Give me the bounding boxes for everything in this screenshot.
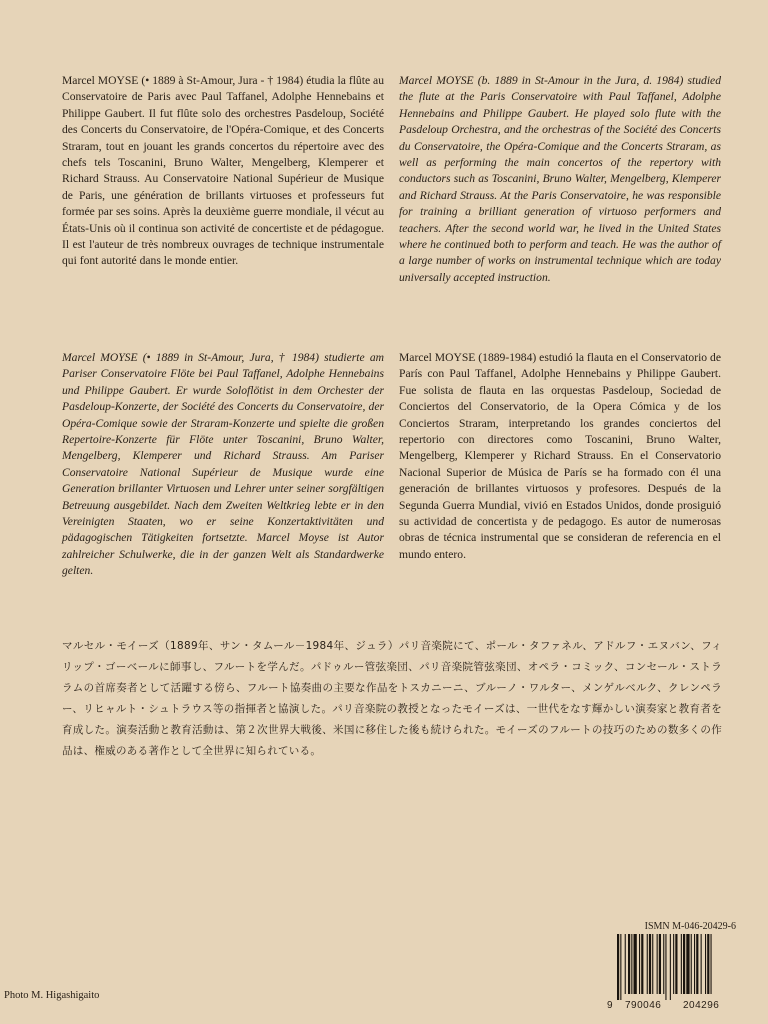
barcode-bar [694,934,695,994]
barcode-bar [659,934,661,994]
barcode-bar [673,934,674,994]
barcode-bar [641,934,643,994]
german-biography: Marcel MOYSE (• 1889 in St-Amour, Jura, † 1984) studierte am Pariser Conservatoire Flöte bei Paul Taffanel, Adolphe Hennebains und Philippe Gaubert. Er wurde Soloflötist in dem Orchester der Pasdeloup-Konzerte, der Société des Concerts du Conservatoire, der Opéra-Comique sowie der Straram-Konzerte und spielte die großen Repertoire-Konzerte für Flöte unter Toscanini, Bruno Walter, Mengelberg, Klemperer und Richard Strauss. Am Pariser Conservatoire National Supérieur de Musique wurde eine Generation brillanter Virtuosen und Lehrer unter seiner sorgfältigen Betreuung ausgebildet. Nach dem Zweiten Weltkrieg lebte er in den Vereinigten Staaten, wo er seine Konzertaktivitäten und pädagogischen Tätigkeiten fortsetzte. Marcel Moyse ist Autor zahlreicher Schulwerke, die in der ganzen Welt als Standardwerke gelten. [62,351,384,578]
barcode-bar [617,934,619,1000]
barcode-bar [670,934,671,1000]
barcode-bar [701,934,702,994]
barcode-right-digits: 204296 [683,1000,720,1011]
barcode-bar [652,934,653,994]
barcode-bar [634,934,637,994]
barcode [607,934,741,1014]
barcode-bar [707,934,709,994]
photo-credit: Photo M. Higashigaito [4,990,100,1001]
barcode-bar [696,934,698,994]
barcode-bar [683,934,685,994]
barcode-bar [649,934,651,994]
french-biography: Marcel MOYSE (• 1889 à St-Amour, Jura - † 1984) étudia la flûte au Conservatoire de Paris avec Paul Taffanel, Adolphe Hennebains et Philippe Gaubert. Il fut flûte solo des orchestres Pasdeloup, Société des Concerts du Conservatoire, de l'Opéra-Comique, et des Concerts Straram, tout en jouant les grands concertos du répertoire avec des chefs tels Toscanini, Bruno Walter, Mengelberg, Klemperer et Richard Strauss. Au Conservatoire National Supérieur de Musique de Paris, une génération de brillants virtuoses et professeurs fut formée par ses soins. Après la deuxième guerre mondiale, il vécut au États-Unis où il continua son activité de concertiste et de pédagogue. Il est l'auteur de très nombreux ouvrages de technique instrumentale qui font autorité dans le monde entier. [62,74,384,268]
barcode-bar [657,934,658,994]
barcode-bar [639,934,640,994]
barcode-bar [620,934,621,1000]
barcode-bar [631,934,632,994]
english-biography: Marcel MOYSE (b. 1889 in St-Amour in the Jura, d. 1984) studied the flute at the Paris Conservatoire with Paul Taffanel, Adolphe Hennebains and Philippe Gaubert. He played solo flute with the Pasdeloup Orchestra, and the orchestras of the Société des Concerts du Conservatoire, the Opéra-Comique and the Concerts Straram, as well as performing the main concertos of the repertory with conductors such as Toscanini, Bruno Walter, Mengelberg, Klemperer and Richard Strauss. At the Paris Conservatoire, he was responsible for training a brilliant generation of virtuoso performers and teachers. After the second world war, he lived in the United States where he continued both to perform and teach. He was the author of a large number of works on instrumental technique which are today universally accepted instruction. [399,74,721,284]
barcode-bar [681,934,682,994]
barcode-bar [686,934,689,994]
barcode-left-digits: 790046 [625,1000,662,1011]
barcode-bar [711,934,712,994]
barcode-bars [611,934,741,1000]
barcode-bar [691,934,692,994]
ismn-code: ISMN M-046-20429-6 [644,921,736,932]
spanish-biography: Marcel MOYSE (1889-1984) estudió la flauta en el Conservatorio de París con Paul Taffanel, Adolphe Hennebains y Philippe Gaubert. Fue solista de flauta en las orquestas Pasdeloup, Sociedad de Conciertos del Conservatorio, de la Opera Cómica y de los Conciertos Straram, interpretando los grandes conciertos del repertorio con directores como Toscanini, Bruno Walter, Mengelberg, Klemperer y Richard Strauss. En el Conservatorio Nacional Superior de Música de París se ha formado con él una generación de brillantes virtuosos y profesores. Después de la Segunda Guerra Mundial, vivió en Estados Unidos, donde prosiguió su actividad de concertista y de pedagogo. Es autor de numerosas obras de técnica instrumental que se consideran de referencia en el mundo entero. [399,351,721,561]
barcode-bar [675,934,677,994]
barcode-bar [647,934,648,994]
barcode-bar [665,934,666,1000]
barcode-bar [625,934,626,994]
barcode-first-digit: 9 [607,1000,614,1011]
barcode-bar [663,934,664,994]
japanese-biography: マルセル・モイーズ（1889年、サン・タムール－1984年、ジュラ）パリ音楽院にて、ポール・タファネル、アドルフ・エヌバン、フィリップ・ゴーベールに師事し、フルートを学んだ。パドゥルー管弦楽団、パリ音楽院管弦楽団、オペラ・コミック、コンセール・ストララムの首席奏者として活躍する傍ら、フルート協奏曲の主要な作品をトスカニーニ、ブルーノ・ワルター、メンゲルベルク、クレンペラー、リヒャルト・シュトラウス等の指揮者と協演した。パリ音楽院の教授となったモイーズは、一世代をなす輝かしい演奏家と教育者を育成した。演奏活動と教育活動は、第２次世界大戦後、米国に移住した後も続けられた。モイーズのフルートの技巧のための数多くの作品は、権威のある著作として全世界に知られている。 [62,640,722,757]
barcode-bar [628,934,630,994]
barcode-bar [705,934,706,994]
